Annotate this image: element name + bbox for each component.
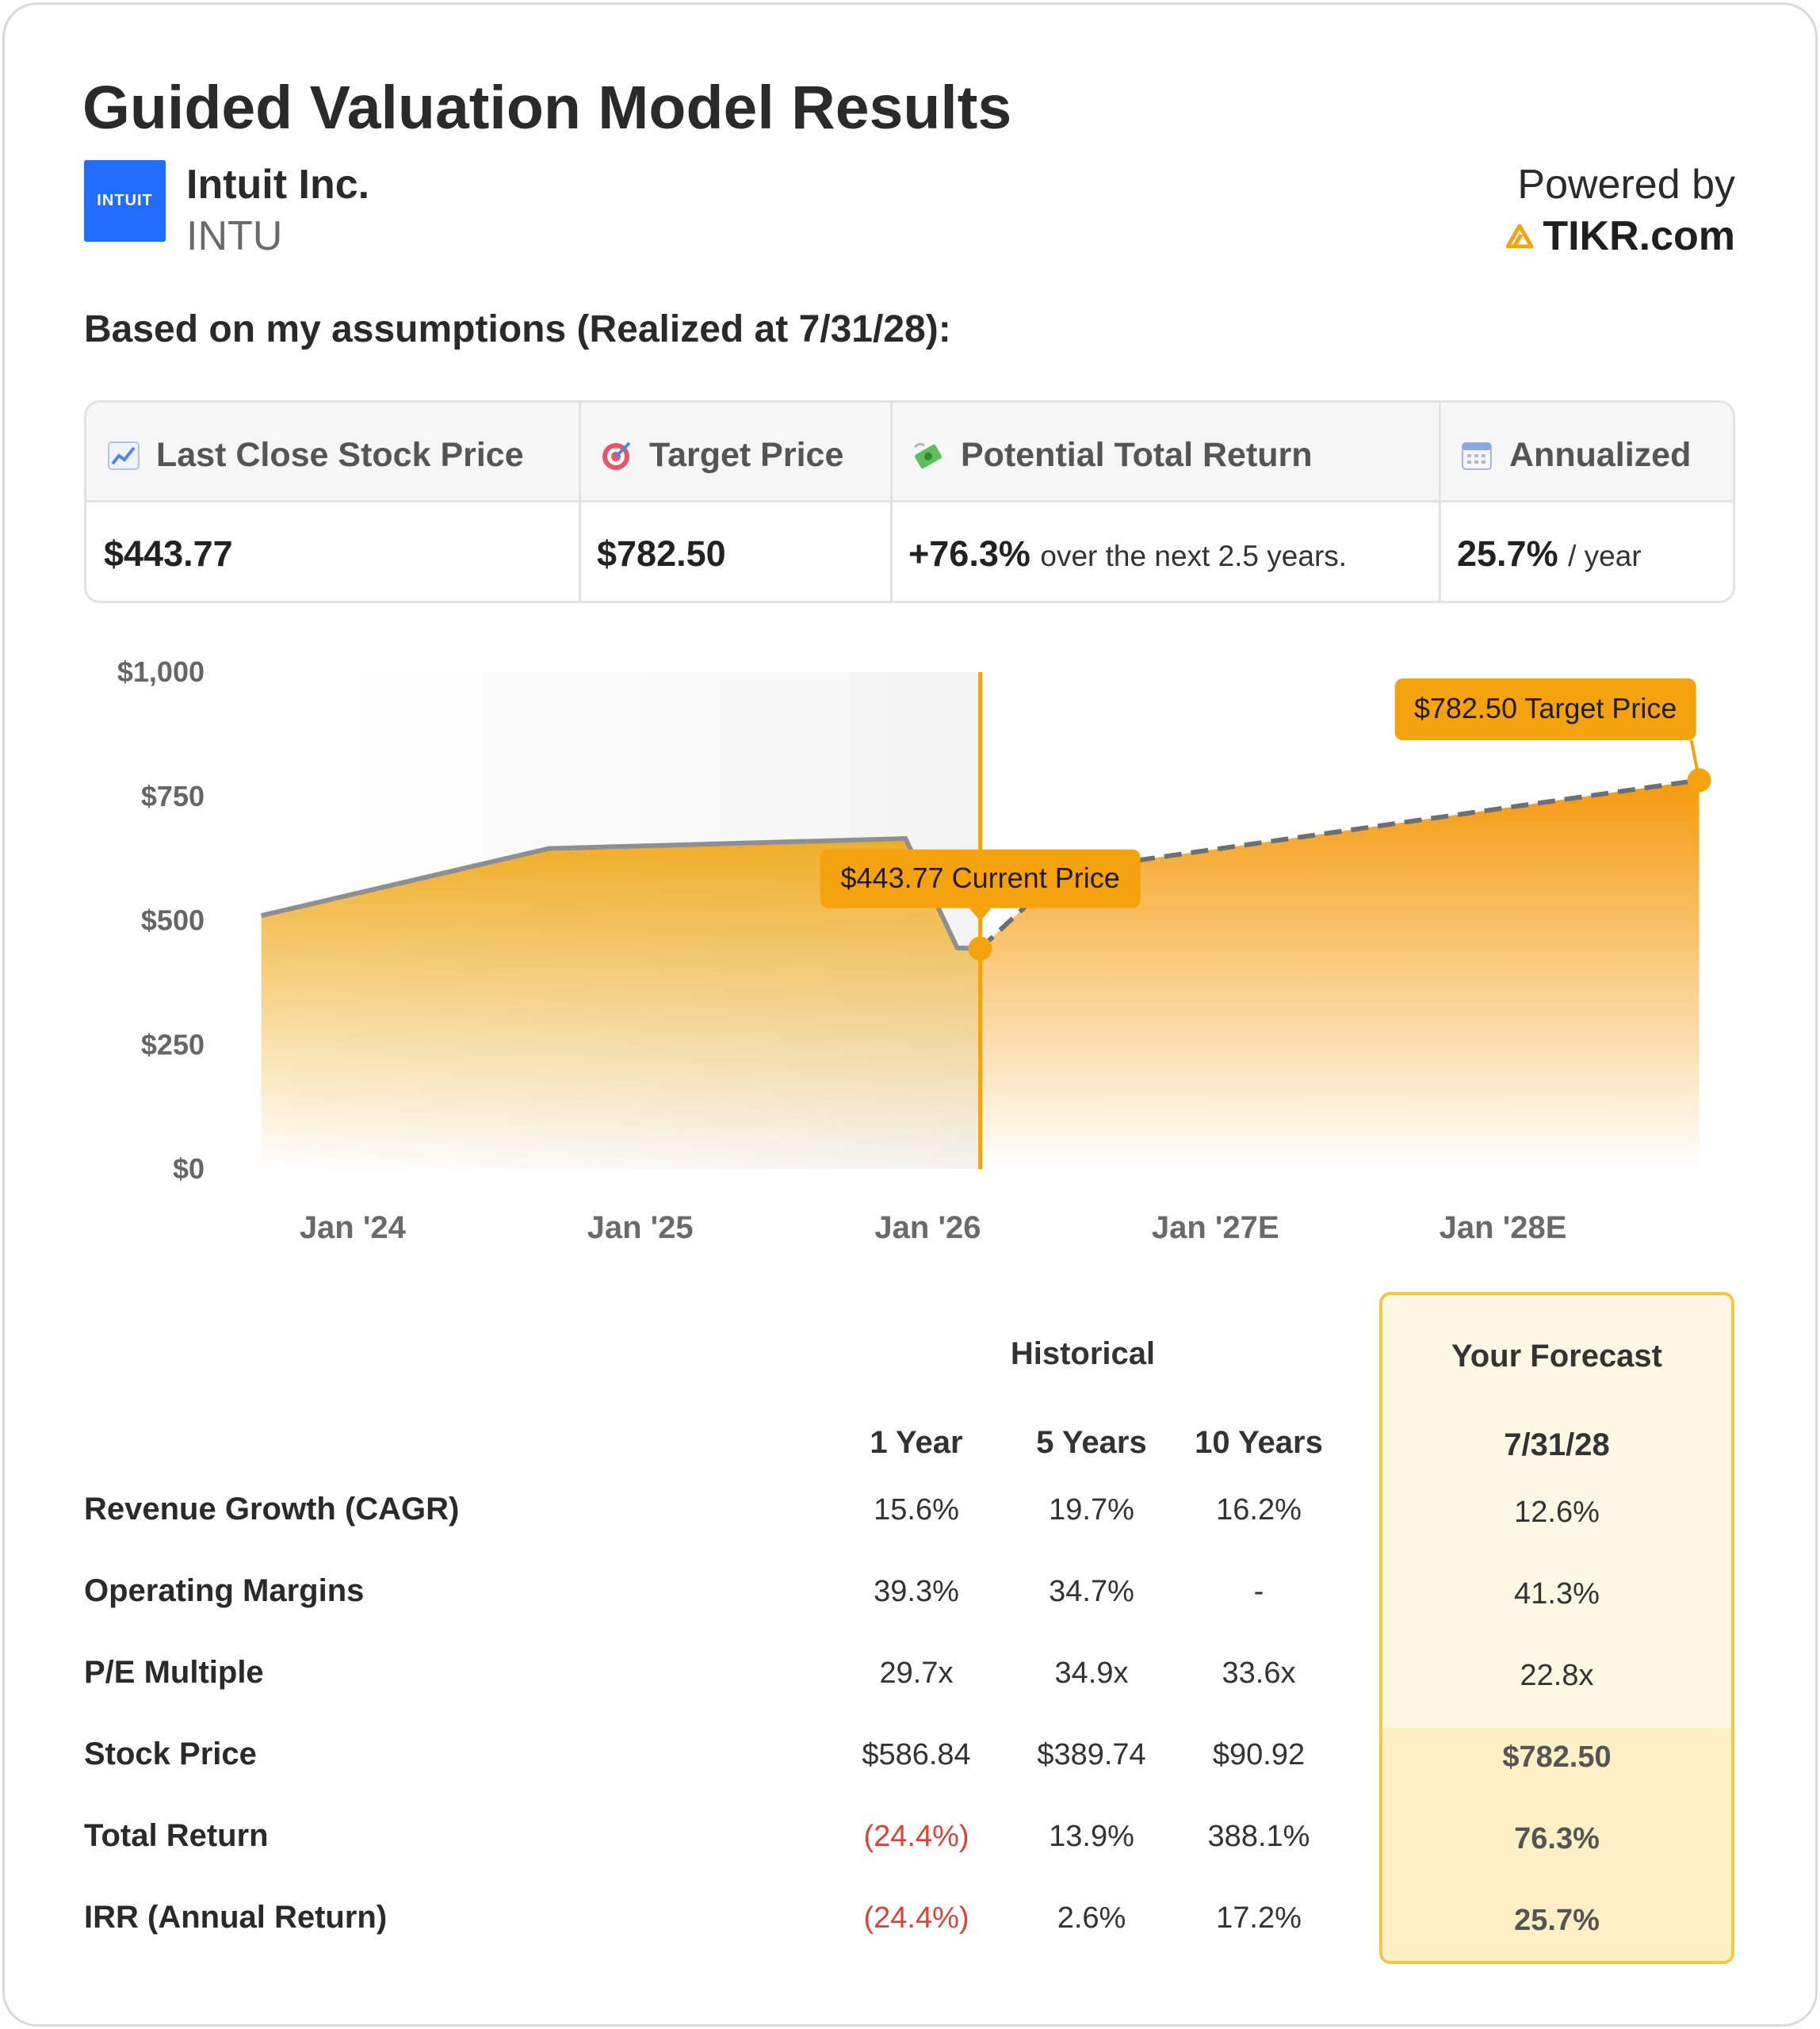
y-tick-label: $500 (140, 904, 205, 937)
return-value-cell (908, 533, 1347, 575)
return-header (912, 436, 1313, 475)
annualized-label: Annualized (1509, 436, 1692, 474)
x-tick-label: Jan '25 (587, 1210, 694, 1245)
last-close-label: Last Close Stock Price (156, 436, 524, 474)
x-tick-label: Jan '26 (874, 1210, 981, 1245)
target-icon (600, 439, 633, 472)
page-title: Guided Valuation Model Results (82, 74, 1012, 142)
table-cell: 16.2% (1216, 1493, 1302, 1527)
return-note: over the next 2.5 years. (1040, 540, 1348, 572)
target-price-label: $782.50 Target Price (1413, 692, 1677, 724)
x-tick-label: Jan '28E (1439, 1210, 1567, 1245)
table-cell: 13.9% (1049, 1820, 1134, 1853)
table-cell: 39.3% (874, 1575, 959, 1608)
summary-table (84, 400, 1735, 603)
table-cell: 33.6x (1222, 1656, 1296, 1690)
forecast-price-area (981, 780, 1700, 1169)
company-logo (84, 160, 166, 242)
forecast-cell: 41.3% (1514, 1577, 1600, 1611)
row-label: Revenue Growth (CAGR) (84, 1492, 460, 1527)
col-10-years: 10 Years (1195, 1425, 1323, 1460)
row-label: Total Return (84, 1818, 269, 1853)
table-cell: 34.9x (1054, 1656, 1129, 1690)
historical-header: Historical (1010, 1336, 1156, 1371)
y-tick-label: $1,000 (117, 655, 205, 688)
table-cell: 15.6% (874, 1493, 959, 1527)
summary-divider (890, 403, 893, 601)
table-cell: 34.7% (1049, 1575, 1134, 1608)
y-tick-label: $0 (172, 1152, 205, 1185)
forecast-cell: 22.8x (1520, 1659, 1594, 1692)
col-5-years: 5 Years (1036, 1425, 1147, 1460)
assumptions-heading: Based on my assumptions (Realized at 7/31/28): (84, 308, 951, 350)
table-cell: 388.1% (1207, 1820, 1310, 1853)
provider-name: TIKR.com (1543, 213, 1735, 259)
y-axis (117, 655, 205, 1185)
x-tick-label: Jan '27E (1151, 1210, 1279, 1245)
table-cell: 19.7% (1049, 1493, 1134, 1527)
company-logo-text: INTUIT (97, 192, 153, 209)
forecast-cell: $782.50 (1502, 1741, 1612, 1774)
table-cell: - (1253, 1575, 1264, 1608)
y-tick-label: $750 (140, 779, 205, 812)
table-cell: (24.4%) (863, 1820, 969, 1853)
summary-divider (1439, 403, 1441, 601)
table-cell: 17.2% (1216, 1901, 1302, 1935)
target-value: $782.50 (597, 533, 726, 574)
target-label: Target Price (649, 436, 844, 474)
tikr-logo-icon (1506, 224, 1533, 248)
tikr-link[interactable] (1506, 212, 1735, 260)
table-cell: (24.4%) (863, 1901, 969, 1935)
col-1-year: 1 Year (870, 1425, 963, 1460)
y-tick-label: $250 (140, 1028, 205, 1061)
money-with-wings-icon (912, 439, 945, 472)
row-label: P/E Multiple (84, 1655, 264, 1690)
current-price-label: $443.77 Current Price (840, 861, 1120, 894)
return-label: Potential Total Return (961, 436, 1313, 474)
comparison-table (0, 1284, 1820, 1997)
calendar-icon (1460, 439, 1493, 472)
annualized-value-cell (1457, 533, 1642, 575)
chart-increasing-icon (107, 439, 140, 472)
company-ticker: INTU (186, 213, 283, 259)
return-value: +76.3% (908, 533, 1030, 574)
annualized-note: / year (1568, 540, 1642, 572)
table-cell: $389.74 (1037, 1738, 1146, 1771)
x-tick-label: Jan '24 (299, 1210, 406, 1245)
forecast-cell: 25.7% (1514, 1904, 1600, 1937)
target-price-point (1688, 768, 1711, 792)
row-label: IRR (Annual Return) (84, 1900, 388, 1935)
row-label: Stock Price (84, 1737, 257, 1771)
current-price-point (969, 937, 992, 961)
price-chart (0, 634, 1820, 1268)
annualized-header (1460, 436, 1691, 475)
x-axis (300, 1210, 1567, 1245)
forecast-cell: 76.3% (1514, 1822, 1600, 1855)
annualized-value: 25.7% (1457, 533, 1558, 574)
powered-by-label: Powered by (1517, 162, 1735, 208)
forecast-column (1379, 1292, 1734, 1964)
forecast-cell: 12.6% (1514, 1496, 1600, 1529)
row-label: Operating Margins (84, 1573, 365, 1608)
table-cell: $90.92 (1212, 1738, 1306, 1771)
target-header (600, 436, 843, 475)
last-close-header (107, 436, 524, 475)
last-close-value: $443.77 (104, 533, 233, 574)
table-cell: 29.7x (879, 1656, 954, 1690)
table-cell: $586.84 (862, 1738, 971, 1771)
company-name: Intuit Inc. (186, 162, 370, 208)
forecast-header: Your Forecast (1451, 1339, 1662, 1374)
table-cell: 2.6% (1057, 1901, 1126, 1935)
summary-divider (579, 403, 581, 601)
forecast-date: 7/31/28 (1504, 1427, 1610, 1462)
